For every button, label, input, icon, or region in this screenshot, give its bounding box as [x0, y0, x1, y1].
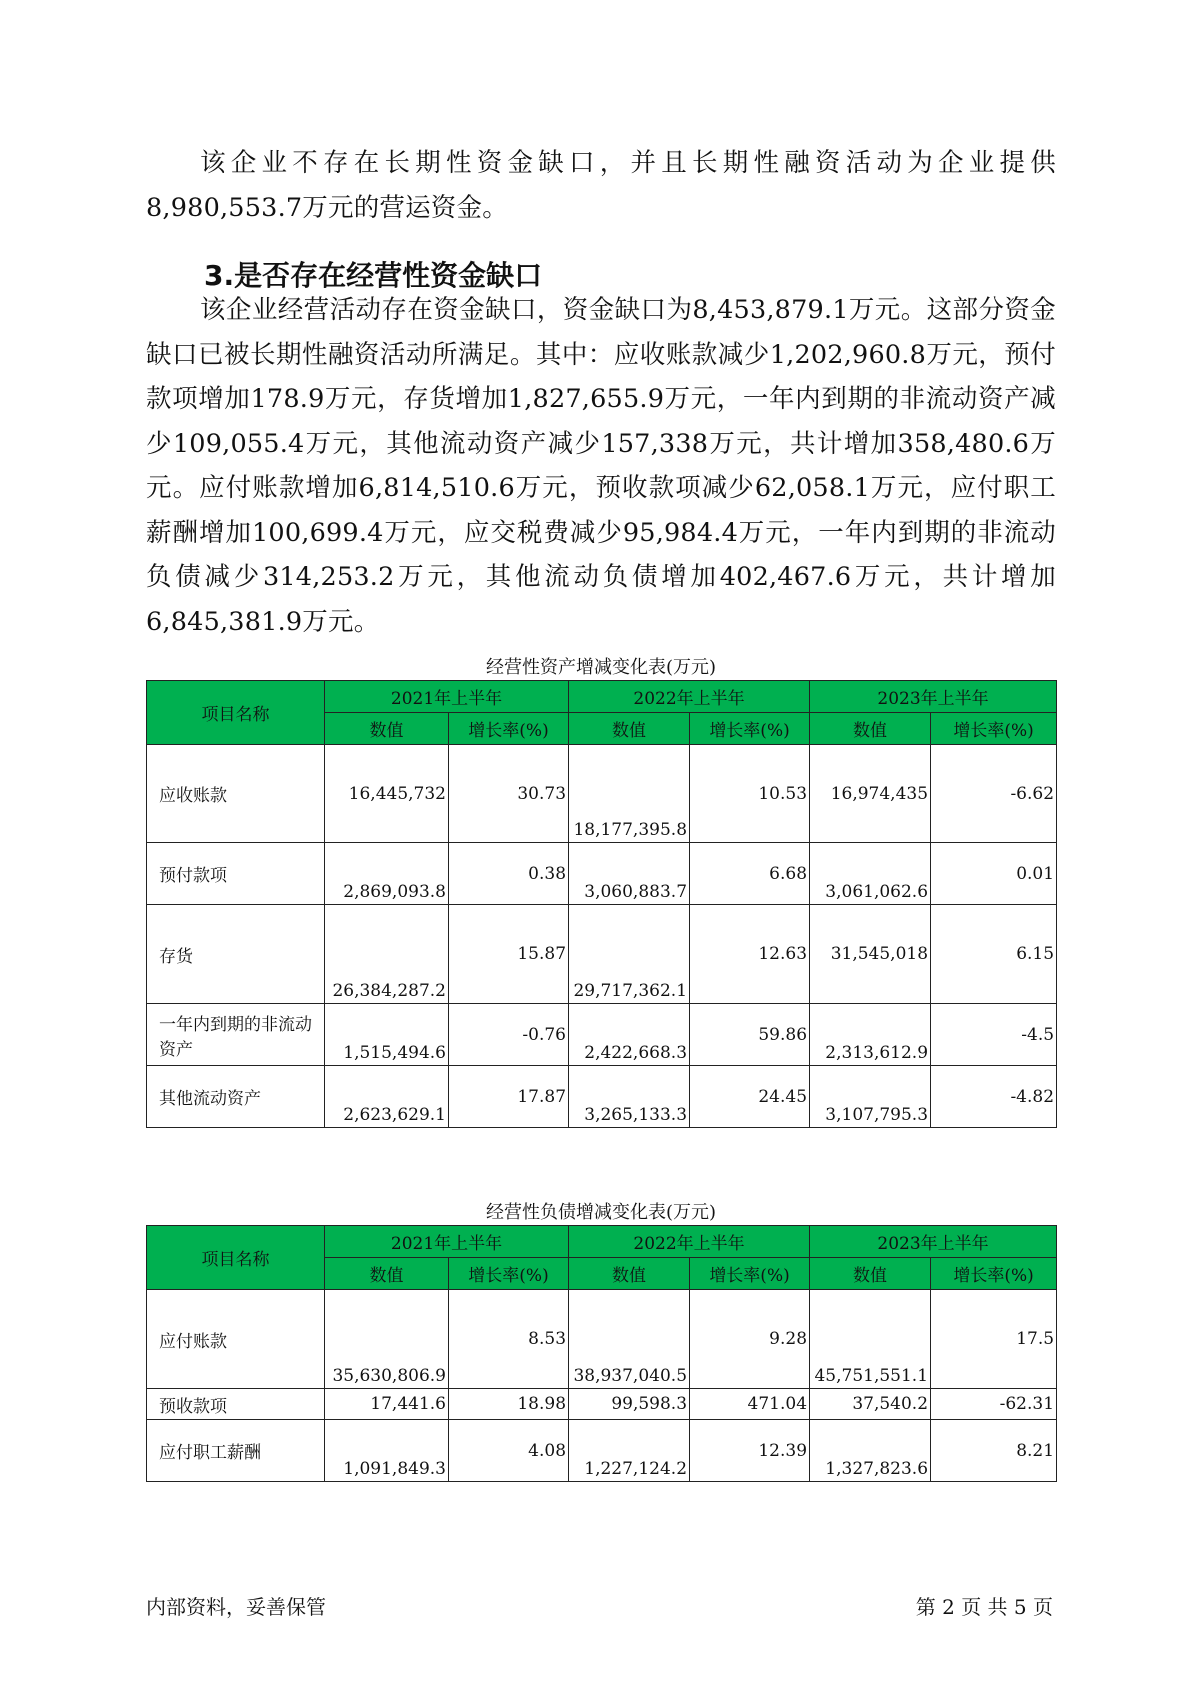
paragraph-operating-gap: 该企业经营活动存在资金缺口，资金缺口为8,453,879.1万元。这部分资金缺口已被长期性融资活动所满足。其中：应收账款减少1,202,960.8万元，预付款项增加178.9万元，存货增加1,827,655.9万元，一年内到期的非流动资产减少109,055.4万元，其他流动资产减少157,338万元，共计增加358,480.6万元。应付账款增加6,814,510.6万元，预收款项减少62,058.1万元，应付职工薪酬增加100,699.4万元，应交税费减少95,984.4万元，一年内到期的非流动负债减少314,253.2万元，其他流动负债增加402,467.6万元，共计增加6,845,381.9万元。: [146, 295, 1056, 637]
cell-rate: -0.76: [449, 1004, 569, 1066]
cell-value: 99,598.3: [569, 1389, 690, 1420]
cell-rate: -62.31: [931, 1389, 1057, 1420]
cell-value: 38,937,040.5: [569, 1290, 690, 1389]
header-period-2023: 2023年上半年: [810, 681, 1057, 713]
cell-rate: 471.04: [690, 1389, 810, 1420]
table-row: [147, 1420, 1057, 1482]
cell-rate: 24.45: [690, 1066, 810, 1128]
cell-rate: 10.53: [690, 745, 810, 843]
row-name: 应付职工薪酬: [147, 1420, 325, 1482]
cell-value: 1,515,494.6: [325, 1004, 449, 1066]
cell-rate: 6.68: [690, 843, 810, 905]
header-rate: 增长率(%): [449, 713, 569, 745]
cell-rate: 0.01: [931, 843, 1057, 905]
cell-value: 1,227,124.2: [569, 1420, 690, 1482]
cell-rate: 8.53: [449, 1290, 569, 1389]
header-rate: 增长率(%): [931, 713, 1057, 745]
cell-rate: 12.39: [690, 1420, 810, 1482]
row-name: 应付账款: [147, 1290, 325, 1389]
paragraph-long-term-gap: 该企业不存在长期性资金缺口，并且长期性融资活动为企业提供8,980,553.7万元的营运资金。: [146, 148, 1056, 223]
header-value: 数值: [325, 713, 449, 745]
cell-rate: -4.5: [931, 1004, 1057, 1066]
cell-value: 3,107,795.3: [810, 1066, 931, 1128]
row-name: 存货: [147, 905, 325, 1004]
cell-value: 3,061,062.6: [810, 843, 931, 905]
header-value: 数值: [569, 713, 690, 745]
cell-value: 2,869,093.8: [325, 843, 449, 905]
cell-rate: 17.87: [449, 1066, 569, 1128]
asset-table-caption: 经营性资产增减变化表(万元): [485, 657, 717, 678]
cell-rate: 6.15: [931, 905, 1057, 1004]
cell-value: 1,327,823.6: [810, 1420, 931, 1482]
cell-rate: 8.21: [931, 1420, 1057, 1482]
cell-value: 35,630,806.9: [325, 1290, 449, 1389]
header-value: 数值: [810, 1258, 931, 1290]
cell-rate: 4.08: [449, 1420, 569, 1482]
cell-rate: 9.28: [690, 1290, 810, 1389]
header-period-2021: 2021年上半年: [325, 1226, 569, 1258]
cell-rate: -6.62: [931, 745, 1057, 843]
cell-value: 2,313,612.9: [810, 1004, 931, 1066]
cell-rate: 30.73: [449, 745, 569, 843]
liability-table: [146, 1225, 1057, 1482]
cell-value: 2,623,629.1: [325, 1066, 449, 1128]
footer-confidential-note: 内部资料，妥善保管: [146, 1595, 326, 1619]
table-row: [147, 1389, 1057, 1420]
header-item-name: 项目名称: [147, 681, 325, 745]
cell-rate: 17.5: [931, 1290, 1057, 1389]
header-item-name: 项目名称: [147, 1226, 325, 1290]
section-heading: 3.是否存在经营性资金缺口: [204, 259, 543, 292]
cell-value: 16,445,732: [325, 745, 449, 843]
header-rate: 增长率(%): [690, 713, 810, 745]
cell-value: 29,717,362.1: [569, 905, 690, 1004]
table-row: [147, 905, 1057, 1004]
table-row: [147, 1066, 1057, 1128]
header-period-2022: 2022年上半年: [569, 681, 810, 713]
header-rate: 增长率(%): [449, 1258, 569, 1290]
cell-value: 2,422,668.3: [569, 1004, 690, 1066]
header-value: 数值: [810, 713, 931, 745]
footer-page-number: 第 2 页 共 5 页: [915, 1595, 1053, 1619]
cell-value: 31,545,018: [810, 905, 931, 1004]
row-name: 预收款项: [147, 1389, 325, 1420]
header-period-2021: 2021年上半年: [325, 681, 569, 713]
cell-rate: 12.63: [690, 905, 810, 1004]
row-name: 一年内到期的非流动资产: [147, 1004, 325, 1066]
cell-value: 3,265,133.3: [569, 1066, 690, 1128]
cell-value: 37,540.2: [810, 1389, 931, 1420]
cell-rate: 18.98: [449, 1389, 569, 1420]
cell-value: 45,751,551.1: [810, 1290, 931, 1389]
asset-table: [146, 680, 1057, 1128]
row-name: 预付款项: [147, 843, 325, 905]
cell-rate: 15.87: [449, 905, 569, 1004]
header-rate: 增长率(%): [690, 1258, 810, 1290]
liability-table-caption: 经营性负债增减变化表(万元): [485, 1202, 717, 1223]
header-rate: 增长率(%): [931, 1258, 1057, 1290]
header-period-2022: 2022年上半年: [569, 1226, 810, 1258]
row-name: 应收账款: [147, 745, 325, 843]
cell-rate: -4.82: [931, 1066, 1057, 1128]
table-row: [147, 843, 1057, 905]
cell-value: 18,177,395.8: [569, 745, 690, 843]
cell-value: 3,060,883.7: [569, 843, 690, 905]
cell-rate: 59.86: [690, 1004, 810, 1066]
table-row: [147, 745, 1057, 843]
header-value: 数值: [325, 1258, 449, 1290]
header-value: 数值: [569, 1258, 690, 1290]
cell-value: 26,384,287.2: [325, 905, 449, 1004]
cell-rate: 0.38: [449, 843, 569, 905]
cell-value: 17,441.6: [325, 1389, 449, 1420]
cell-value: 16,974,435: [810, 745, 931, 843]
cell-value: 1,091,849.3: [325, 1420, 449, 1482]
header-period-2023: 2023年上半年: [810, 1226, 1057, 1258]
table-row: [147, 1290, 1057, 1389]
row-name: 其他流动资产: [147, 1066, 325, 1128]
table-row: [147, 1004, 1057, 1066]
